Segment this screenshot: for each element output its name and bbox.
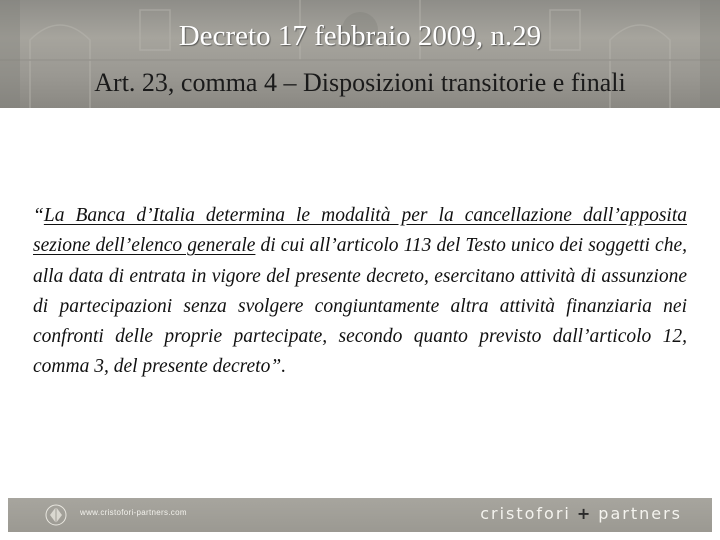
brand-plus: + [576,504,593,523]
quote-open: “ [33,205,44,226]
underlined-passage: La Banca d’Italia determina le modalità per la cancellazione dall’apposita sezione dell’elenco generale [33,205,687,257]
remaining-passage: di cui all’articolo 113 del Testo unico dei soggetti che, alla data di entrata in vigore del presente decreto, esercitano attività di assunzione di partecipazioni senza svolgere congiuntamente altra attività finanziaria nei confronti delle proprie partecipate, secondo quanto previsto dall’articolo 12, comma 3, del presente decreto”. [33,235,687,378]
slide-title: Decreto 17 febbraio 2009, n.29 [178,20,542,52]
brand-left: cristofori [480,504,571,523]
slide-footer [8,498,712,532]
website-link[interactable]: www.cristofori-partners.com [80,508,187,517]
quoted-article-text [33,201,687,383]
brand-wordmark [480,504,682,523]
slide-header [0,0,720,108]
brand-right: partners [598,504,682,523]
slide-subtitle: Art. 23, comma 4 – Disposizioni transitorie e finali [94,68,626,97]
diamond-logo-icon [44,504,68,526]
